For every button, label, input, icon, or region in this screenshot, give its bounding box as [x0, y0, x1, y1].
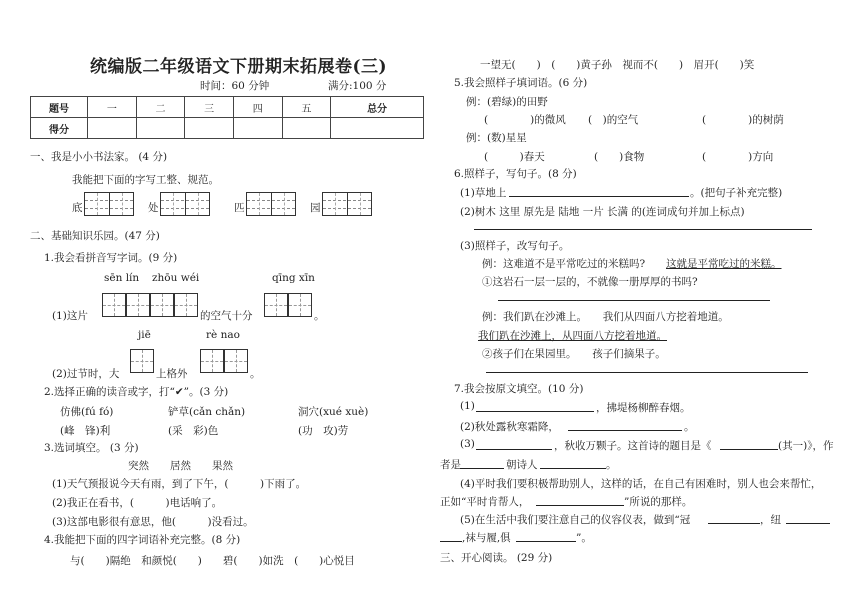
q6-part2: (2)树木 这里 原先是 陆地 一片 长满 的(连词成句并加上标点): [460, 206, 745, 218]
q6-part1-hint: 。(把句子补充完整): [690, 187, 783, 199]
answer-box[interactable]: [288, 293, 312, 317]
score-cell[interactable]: [88, 118, 137, 139]
q3-sentence: (3)这部电影很有意思，他( )没看过。: [52, 516, 254, 528]
answer-box[interactable]: [130, 349, 154, 373]
question-2-heading: 2.选择正确的读音或字，打“✔”。(3 分): [44, 386, 229, 398]
answer-line[interactable]: [516, 541, 576, 542]
question-6-heading: 6.照样子，写句子。(8 分): [454, 168, 577, 180]
answer-line[interactable]: [568, 430, 682, 431]
exam-time: 时间：60 分钟: [200, 80, 270, 92]
pinyin: rè nao: [206, 329, 240, 341]
answer-line[interactable]: [786, 523, 830, 524]
score-table: [30, 96, 424, 139]
answer-line[interactable]: [440, 541, 462, 542]
calligraphy-char: 园: [310, 202, 321, 214]
section-2-heading: 二、基础知识乐园。(47 分): [30, 230, 160, 242]
q7-text: ，拂堤杨柳醉春烟。: [596, 402, 691, 414]
q5-item: ( )方向: [702, 151, 774, 163]
pinyin: jiē: [138, 329, 151, 341]
q6-part3: (3)照样子，改写句子。: [460, 240, 570, 252]
pinyin: sēn lín: [104, 272, 140, 284]
question-3-heading: 3.选词填空。 (3 分): [44, 442, 139, 454]
q7-text: ，秋收万颗子。这首诗的题目是《: [554, 440, 712, 452]
q5-item: ( )食物: [594, 151, 645, 163]
q1-line2-text: 上格外: [156, 368, 188, 380]
calligraphy-char: 匹: [234, 202, 245, 214]
full-score: 满分:100 分: [328, 80, 387, 92]
score-cell[interactable]: [282, 118, 331, 139]
q1-line1-text: 。: [314, 310, 325, 322]
section-1-instruction: 我能把下面的字写工整、规范。: [72, 174, 219, 186]
section-1-heading: 一、我是小小书法家。 (4 分): [30, 151, 168, 163]
score-cell[interactable]: [233, 118, 282, 139]
q7-text: (1): [460, 400, 475, 412]
q2-item[interactable]: (功 攻)劳: [298, 425, 349, 437]
q7-text: (5)在生活中我们要注意自己的仪容仪表，做到“冠: [460, 514, 691, 526]
q6-example: 例：我们趴在沙滩上。 我们从四面八方挖着地道。: [482, 311, 729, 323]
q2-item[interactable]: 仿佛(fú fó): [60, 406, 114, 418]
writing-grid[interactable]: [246, 192, 296, 216]
q7-text: (其一)》，作: [778, 440, 834, 452]
q2-item[interactable]: 洞穴(xué xuè): [298, 406, 369, 418]
q5-item: ( )的树荫: [702, 114, 784, 126]
answer-box[interactable]: [264, 293, 288, 317]
q5-item: ( )的空气: [588, 114, 639, 126]
q6-example-answer: 我们趴在沙滩上，从四面八方挖着地道。: [478, 330, 667, 342]
q6-part1: (1)草地上: [460, 187, 507, 199]
score-head-cell: 四: [233, 97, 282, 118]
calligraphy-char: 底: [72, 202, 83, 214]
answer-box[interactable]: [150, 293, 174, 317]
question-4-heading: 4.我能把下面的四字词语补充完整。(8 分): [44, 534, 241, 546]
section-3-heading: 三、开心阅读。 (29 分): [440, 552, 553, 564]
writing-grid[interactable]: [322, 192, 372, 216]
answer-line[interactable]: [486, 372, 808, 373]
q7-text: 。: [684, 421, 695, 433]
score-cell[interactable]: [136, 118, 185, 139]
answer-line[interactable]: [536, 505, 624, 506]
q1-line2-text: 。: [250, 368, 261, 380]
question-5-heading: 5.我会照样子填词语。(6 分): [454, 77, 588, 89]
score-head-cell: 一: [88, 97, 137, 118]
q7-text: 者是: [440, 459, 461, 471]
q1-line2-text: (2)过节时，大: [52, 368, 120, 380]
q4-idioms: 与( )隔绝 和颜悦( ) 碧( )如洗 ( )心悦目: [70, 555, 355, 567]
page-title: 统编版二年级语文下册期末拓展卷(三): [90, 57, 388, 77]
answer-line[interactable]: [708, 523, 760, 524]
question-1-heading: 1.我会看拼音写字词。(9 分): [44, 252, 178, 264]
answer-line[interactable]: [476, 411, 594, 412]
q6-item: ②孩子们在果园里。 孩子们摘果子。: [482, 348, 666, 360]
q3-word-bank: 突然 居然 果然: [128, 460, 233, 472]
q7-text: (4)平时我们要积极帮助别人，这样的话，在自己有困难时，别人也会来帮忙，: [460, 478, 822, 490]
q2-item[interactable]: (峰 锋)利: [60, 425, 111, 437]
q7-text: 朝诗人: [506, 459, 538, 471]
q7-text: (3): [460, 438, 475, 450]
writing-grid[interactable]: [84, 192, 134, 216]
answer-line[interactable]: [509, 196, 689, 197]
q3-sentence: (2)我正在看书，( )电话响了。: [52, 497, 223, 509]
q3-sentence: (1)天气预报说今天有雨，到了下午，( )下雨了。: [52, 478, 307, 490]
q7-text: ，纽: [760, 514, 781, 526]
score-cell[interactable]: [331, 118, 424, 139]
q4-idioms-cont: 一望无( ) ( )黄子孙 视而不( ) 眉开( )笑: [480, 59, 755, 71]
score-head-cell: 总分: [331, 97, 424, 118]
score-cell[interactable]: [185, 118, 234, 139]
q7-text: ,袜与履,俱: [462, 532, 511, 544]
calligraphy-char: 处: [148, 202, 159, 214]
q6-item: ①这岩石一层一层的，不就像一册厚厚的书吗?: [482, 276, 698, 288]
answer-box[interactable]: [102, 293, 126, 317]
answer-line[interactable]: [540, 468, 606, 469]
answer-line[interactable]: [460, 468, 504, 469]
q5-example: 例：(数)星星: [466, 132, 527, 144]
q7-text: ”。: [576, 532, 592, 544]
q6-example: 例：这难道不是平常吃过的米糕吗?: [482, 258, 646, 270]
score-head-cell: 二: [136, 97, 185, 118]
q5-item: ( )春天: [484, 151, 545, 163]
score-head-cell: 三: [185, 97, 234, 118]
answer-line[interactable]: [720, 449, 778, 450]
pinyin: qīng xīn: [272, 272, 315, 284]
q1-line1-text: (1)这片: [52, 310, 88, 322]
q1-line1-text: 的空气十分: [200, 310, 253, 322]
answer-line[interactable]: [474, 229, 812, 230]
score-head-cell: 五: [282, 97, 331, 118]
answer-box[interactable]: [224, 349, 248, 373]
score-row-label: 得分: [31, 118, 88, 139]
answer-box[interactable]: [126, 293, 150, 317]
writing-grid[interactable]: [160, 192, 210, 216]
q2-item[interactable]: 铲草(cǎn chǎn): [168, 406, 246, 418]
answer-line[interactable]: [498, 300, 770, 301]
pinyin: zhōu wéi: [152, 272, 200, 284]
question-7-heading: 7.我会按原文填空。(10 分): [454, 383, 584, 395]
answer-box[interactable]: [200, 349, 224, 373]
answer-line[interactable]: [476, 449, 552, 450]
score-head-cell: 题号: [31, 97, 88, 118]
q7-text: 。: [606, 459, 617, 471]
q5-item: ( )的微风: [484, 114, 566, 126]
answer-box[interactable]: [174, 293, 198, 317]
q7-text: 正如“平时肯帮人，: [440, 496, 530, 508]
q2-item[interactable]: (采 彩)色: [168, 425, 219, 437]
q7-text: (2)秋处露秋寒霜降，: [460, 421, 559, 433]
q7-text: ”所说的那样。: [624, 496, 693, 508]
q5-example: 例：(碧绿)的田野: [466, 96, 548, 108]
q6-example-answer: 这就是平常吃过的米糕。: [666, 258, 782, 270]
